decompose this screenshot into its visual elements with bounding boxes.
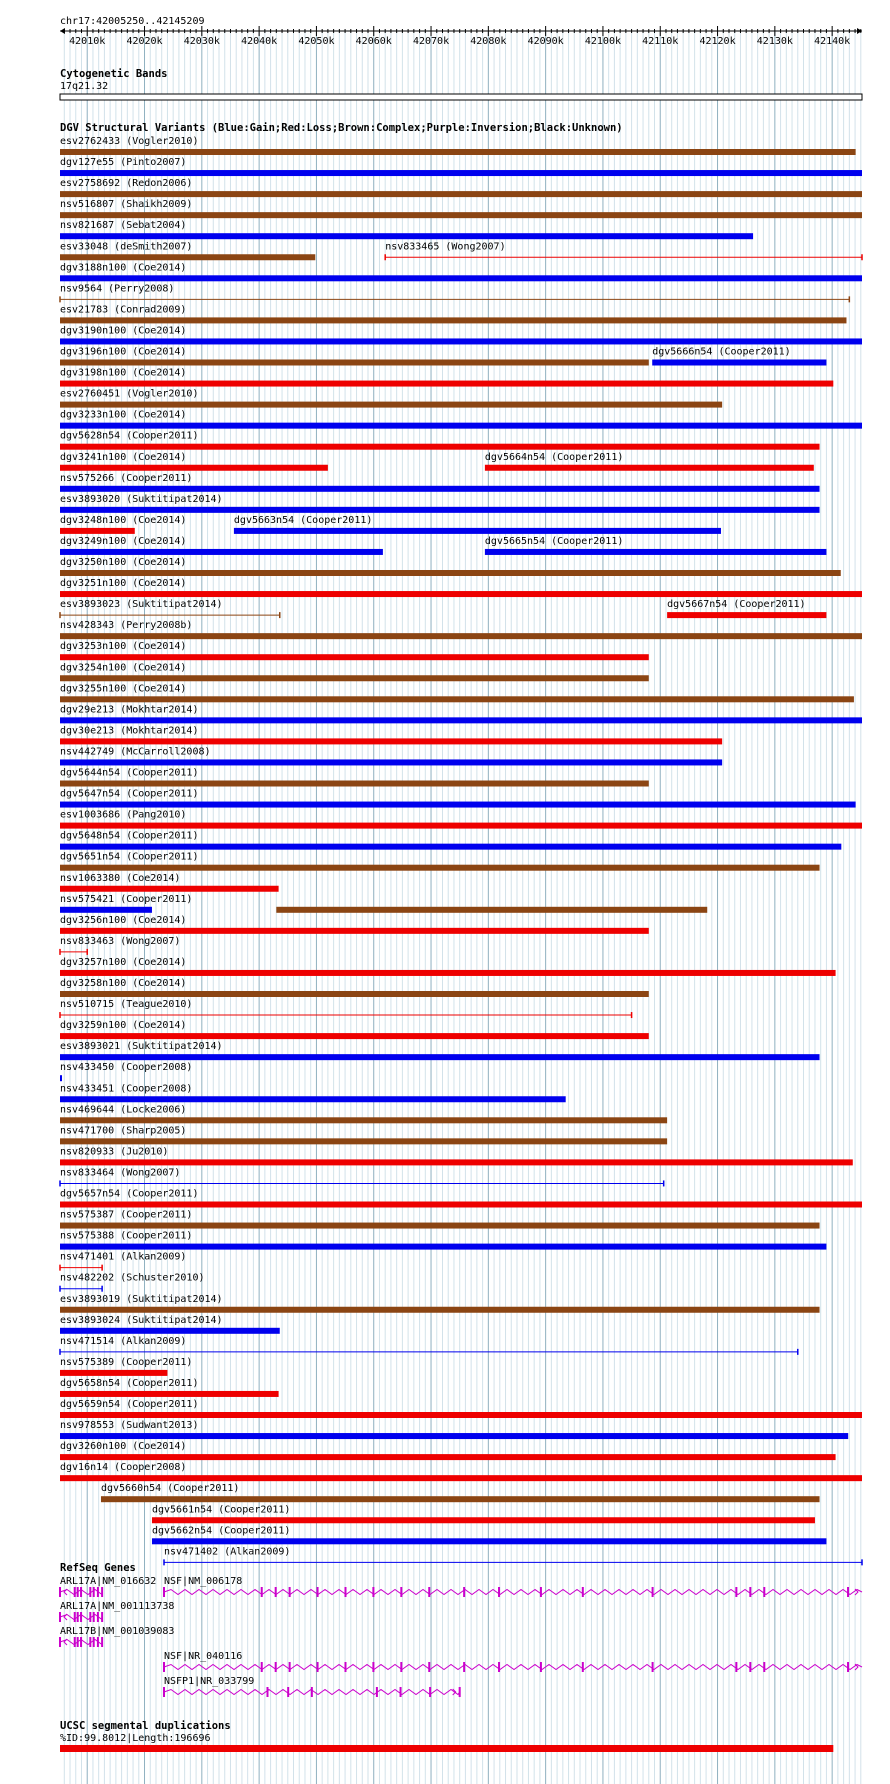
dgv-variant-bar	[60, 633, 862, 639]
transcript-exon	[97, 1587, 99, 1597]
dgv-variant[interactable]	[60, 936, 180, 955]
dgv-variant-label: dgv3257n100 (Coe2014)	[60, 956, 187, 968]
transcript-exon	[459, 1687, 461, 1697]
dgv-variant-label: esv3893024 (Suktitipat2014)	[60, 1314, 223, 1326]
transcript-exon	[77, 1587, 79, 1597]
dgv-variant-bar	[60, 212, 862, 218]
dgv-variant-label: nsv575388 (Cooper2011)	[60, 1230, 193, 1242]
dgv-variant[interactable]	[234, 515, 721, 534]
dgv-variant[interactable]	[60, 662, 649, 681]
transcript-exon	[275, 1587, 277, 1597]
dgv-variant[interactable]	[60, 1020, 649, 1039]
dgv-variant-bar	[60, 1391, 279, 1397]
dgv-variant-label: esv1003686 (Pang2010)	[60, 809, 187, 821]
transcript-exon	[89, 1587, 91, 1597]
dgv-variant[interactable]	[60, 136, 856, 155]
refseq-transcript[interactable]	[59, 1576, 156, 1597]
dgv-variant[interactable]	[485, 452, 814, 471]
ruler-tick-label: 42080k	[470, 36, 507, 47]
dgv-variant-bar	[60, 823, 862, 829]
dgv-variant-bar	[60, 338, 862, 344]
dgv-variant[interactable]	[652, 347, 826, 366]
transcript-exon	[93, 1637, 95, 1647]
dgv-variant-bar	[60, 254, 315, 260]
dgv-variant-bar	[60, 781, 649, 787]
dgv-variant-label: nsv471700 (Sharp2005)	[60, 1125, 187, 1137]
transcript-exon	[163, 1587, 165, 1597]
dgv-variant-bar	[60, 275, 862, 281]
dgv-variant-label: dgv3249n100 (Coe2014)	[60, 535, 187, 547]
dgv-variant-bar	[60, 717, 862, 723]
dgv-variant[interactable]	[60, 578, 862, 597]
dgv-variant-bar	[60, 591, 862, 597]
dgv-variant-label: esv33048 (deSmith2007)	[60, 241, 193, 253]
transcript-exon	[59, 1612, 61, 1622]
dgv-variant-bar	[60, 1328, 280, 1334]
transcript-exon	[74, 1587, 76, 1597]
dgv-variant-bar	[60, 1138, 667, 1144]
dgv-variant-bar	[60, 549, 383, 555]
dgv-variant-bar	[60, 886, 279, 892]
refseq-transcript[interactable]	[163, 1676, 461, 1697]
dgv-variant-bar	[60, 1159, 853, 1165]
dgv-variant-label: nsv833465 (Wong2007)	[385, 241, 506, 253]
transcript-exon	[847, 1662, 849, 1672]
ruler-tick-label: 42110k	[642, 36, 679, 47]
transcript-exon	[847, 1587, 849, 1597]
dgv-variant-label: nsv575389 (Cooper2011)	[60, 1356, 193, 1368]
transcript-exon	[97, 1612, 99, 1622]
dgv-variant-label: dgv5661n54 (Cooper2011)	[151, 1504, 291, 1516]
dgv-variant[interactable]	[60, 410, 862, 429]
transcript-label: NSFP1|NR_033799	[164, 1676, 255, 1687]
transcript-exon	[101, 1612, 103, 1622]
transcript-exon	[275, 1662, 277, 1672]
dgv-variant-label: nsv575266 (Cooper2011)	[60, 472, 193, 484]
dgv-variant[interactable]	[60, 873, 279, 892]
ruler-tick-label: 42030k	[183, 36, 220, 47]
dgv-variant-bar	[60, 1096, 566, 1102]
dgv-variant-bar	[60, 1033, 649, 1039]
dgv-variant[interactable]	[60, 810, 862, 829]
dgv-variant-bar	[60, 844, 841, 850]
cytoband-track-title: Cytogenetic Bands	[60, 68, 168, 80]
dgv-variant-label: nsv1063380 (Coe2014)	[60, 872, 181, 884]
dgv-variant[interactable]	[152, 1525, 826, 1544]
transcript-exon	[266, 1687, 268, 1697]
dgv-variant[interactable]	[60, 1083, 566, 1102]
dgv-variant-label: dgv3198n100 (Coe2014)	[60, 367, 187, 379]
dgv-variant-label: nsv9564 (Perry2008)	[60, 283, 175, 295]
refseq-track	[59, 1576, 862, 1697]
dgv-variant-bar	[60, 1370, 167, 1376]
transcript-exon	[77, 1612, 79, 1622]
transcript-exon	[261, 1587, 263, 1597]
transcript-exon	[400, 1662, 402, 1672]
transcript-exon	[749, 1587, 751, 1597]
dgv-variant-bar	[60, 991, 649, 997]
dgv-variant[interactable]	[60, 789, 856, 808]
dgv-variant-label: nsv516807 (Shaikh2009)	[60, 199, 193, 211]
transcript-exon	[463, 1662, 465, 1672]
transcript-exon	[89, 1612, 91, 1622]
dgv-variant[interactable]	[276, 907, 707, 913]
dgv-variant-label: dgv3260n100 (Coe2014)	[60, 1441, 187, 1453]
dgv-variant-label: nsv575421 (Cooper2011)	[60, 893, 193, 905]
ruler	[60, 26, 862, 47]
dgv-variant-bar	[667, 612, 826, 618]
dgv-variant-bar	[152, 1517, 815, 1523]
ruler-tick-label: 42090k	[527, 36, 564, 47]
dgv-variant[interactable]	[60, 262, 862, 281]
dgv-variant[interactable]	[60, 599, 280, 618]
dgv-variant[interactable]	[60, 1378, 279, 1397]
dgv-variant-label: esv2758692 (Redon2006)	[60, 178, 193, 190]
dgv-variant-label: dgv3255n100 (Coe2014)	[60, 683, 187, 695]
dgv-variant-bar	[652, 360, 826, 366]
cytoband-bar	[60, 94, 862, 100]
transcript-label: NSF|NR_040116	[164, 1651, 243, 1662]
dgv-variant-label: esv3893023 (Suktitipat2014)	[60, 599, 223, 611]
dgv-variant-bar	[60, 802, 856, 808]
dgv-variant-bar	[60, 1075, 62, 1081]
transcript-exon	[400, 1687, 402, 1697]
transcript-exon	[317, 1662, 319, 1672]
dgv-variant-bar	[60, 1412, 862, 1418]
dgv-variant-label: nsv482202 (Schuster2010)	[60, 1272, 205, 1284]
dgv-variant-label: esv2760451 (Vogler2010)	[60, 388, 199, 400]
transcript-exon	[163, 1662, 165, 1672]
dgv-variant-label: dgv3190n100 (Coe2014)	[60, 325, 187, 337]
dgv-variant-label: dgv3258n100 (Coe2014)	[60, 978, 187, 989]
dgv-variant-label: dgv5644n54 (Cooper2011)	[60, 767, 199, 779]
dgv-variant-bar	[60, 928, 649, 934]
transcript-exon	[344, 1587, 346, 1597]
transcript-exon	[735, 1587, 737, 1597]
dgv-variant[interactable]	[152, 1504, 815, 1523]
dgv-variant-label: dgv5667n54 (Cooper2011)	[667, 599, 806, 611]
transcript-exon	[74, 1612, 76, 1622]
dgv-variant-label: dgv3251n100 (Coe2014)	[60, 578, 187, 590]
segdup-track-title: UCSC segmental duplications	[60, 1720, 231, 1732]
transcript-exon	[287, 1687, 289, 1697]
dgv-variant-bar	[60, 1307, 820, 1313]
transcript-exon	[163, 1687, 165, 1697]
dgv-variant-bar	[60, 970, 836, 976]
dgv-variant-bar	[60, 1054, 820, 1060]
transcript-label: NSF|NM_006178	[164, 1576, 243, 1587]
dgv-variant-label: dgv29e213 (Mokhtar2014)	[60, 704, 199, 716]
transcript-exon	[582, 1662, 584, 1672]
dgv-variant-label: esv21783 (Conrad2009)	[60, 304, 187, 316]
dgv-variant-label: nsv821687 (Sebat2004)	[60, 220, 187, 232]
dgv-variant-label: dgv3248n100 (Coe2014)	[60, 514, 187, 526]
transcript-label: ARL17A|NM_001113738	[60, 1601, 175, 1612]
dgv-variant-label: dgv3254n100 (Coe2014)	[60, 662, 187, 674]
transcript-exon	[74, 1637, 76, 1647]
ruler-tick-label: 42140k	[814, 36, 851, 47]
transcript-exon	[289, 1662, 291, 1672]
dgv-variant-bar	[60, 1223, 820, 1229]
dgv-variant-label: dgv3188n100 (Coe2014)	[60, 262, 187, 274]
dgv-variant-bar	[60, 149, 856, 155]
dgv-track	[60, 136, 862, 1565]
dgv-variant-label: dgv5663n54 (Cooper2011)	[233, 514, 373, 526]
dgv-variant-bar	[60, 507, 820, 513]
dgv-variant[interactable]	[60, 978, 649, 997]
dgv-variant[interactable]	[60, 241, 315, 260]
transcript-exon	[763, 1662, 765, 1672]
dgv-variant-bar	[60, 1475, 862, 1481]
dgv-variant-label: dgv5658n54 (Cooper2011)	[60, 1377, 199, 1389]
dgv-variant[interactable]	[60, 1104, 667, 1123]
dgv-variant-label: esv3893020 (Suktitipat2014)	[60, 493, 223, 505]
dgv-variant-bar	[60, 423, 862, 429]
dgv-variant[interactable]	[60, 157, 862, 176]
transcript-exon	[317, 1587, 319, 1597]
transcript-exon	[80, 1587, 82, 1597]
dgv-variant[interactable]	[60, 915, 649, 934]
dgv-variant-bar	[60, 865, 820, 871]
dgv-variant-label: dgv5664n54 (Cooper2011)	[484, 451, 624, 463]
transcript-exon	[80, 1637, 82, 1647]
dgv-variant[interactable]	[60, 199, 862, 218]
dgv-variant-bar	[60, 465, 328, 471]
transcript-exon	[463, 1587, 465, 1597]
dgv-variant-label: dgv5647n54 (Cooper2011)	[60, 788, 199, 800]
dgv-variant-bar	[60, 675, 649, 681]
dgv-variant-label: dgv16n14 (Cooper2008)	[60, 1462, 187, 1474]
dgv-variant-bar	[276, 907, 707, 913]
dgv-variant[interactable]	[60, 1462, 862, 1481]
transcript-exon	[763, 1587, 765, 1597]
segdup-label: %ID:99.8012|Length:196696	[60, 1733, 211, 1744]
dgv-variant-label: nsv471402 (Alkan2009)	[164, 1546, 291, 1558]
ruler-tick-label: 42100k	[584, 36, 622, 47]
dgv-variant[interactable]	[60, 1315, 280, 1334]
dgv-variant-label: nsv442749 (McCarroll2008)	[60, 746, 211, 758]
dgv-variant-bar	[60, 360, 649, 366]
transcript-exon	[428, 1587, 430, 1597]
ruler-tick-label: 42120k	[699, 36, 736, 47]
dgv-variant-label: dgv5662n54 (Cooper2011)	[151, 1525, 291, 1537]
dgv-variant[interactable]	[60, 894, 192, 913]
dgv-variant-bar	[60, 317, 846, 323]
dgv-variant-label: dgv5628n54 (Cooper2011)	[60, 430, 199, 442]
dgv-variant-bar	[60, 233, 753, 239]
dgv-variant-bar	[60, 1244, 826, 1250]
dgv-variant-label: nsv428343 (Perry2008b)	[60, 620, 193, 632]
transcript-exon	[101, 1587, 103, 1597]
dgv-variant-label: esv3893021 (Suktitipat2014)	[60, 1041, 223, 1053]
refseq-transcript[interactable]	[59, 1601, 174, 1622]
transcript-exon	[77, 1637, 79, 1647]
dgv-variant-label: esv3893019 (Suktitipat2014)	[60, 1293, 223, 1305]
transcript-exon	[93, 1612, 95, 1622]
transcript-exon	[80, 1612, 82, 1622]
dgv-variant[interactable]	[60, 1399, 862, 1418]
dgv-variant[interactable]	[60, 620, 862, 639]
dgv-variant-bar	[60, 738, 722, 744]
transcript-exon	[372, 1587, 374, 1597]
transcript-exon	[735, 1662, 737, 1672]
segdup-feature[interactable]	[60, 1745, 833, 1752]
ruler-tick-label: 42010k	[69, 36, 106, 47]
transcript-exon	[372, 1662, 374, 1672]
ruler-tick-label: 42020k	[126, 36, 163, 47]
transcript-exon	[749, 1662, 751, 1672]
dgv-variant-label: nsv510715 (Teague2010)	[60, 999, 193, 1011]
dgv-variant-bar	[152, 1538, 826, 1544]
dgv-variant-label: dgv30e213 (Mokhtar2014)	[60, 725, 199, 737]
transcript-exon	[344, 1662, 346, 1672]
dgv-variant[interactable]	[60, 1357, 192, 1376]
dgv-variant-label: dgv127e55 (Pinto2007)	[60, 157, 187, 169]
transcript-label: ARL17B|NM_001039083	[60, 1626, 175, 1637]
transcript-exon	[540, 1662, 542, 1672]
dgv-variant[interactable]	[60, 1273, 205, 1292]
dgv-variant-bar	[60, 381, 833, 387]
transcript-exon	[376, 1687, 378, 1697]
dgv-variant-label: nsv820933 (Ju2010)	[60, 1146, 169, 1158]
dgv-variant[interactable]	[60, 178, 862, 197]
dgv-variant[interactable]	[60, 1125, 667, 1144]
dgv-variant-bar	[234, 528, 721, 534]
dgv-variant-bar	[60, 486, 820, 492]
dgv-variant-label: dgv5660n54 (Cooper2011)	[100, 1483, 240, 1495]
transcript-exon	[93, 1587, 95, 1597]
dgv-track-title: DGV Structural Variants (Blue:Gain;Red:Loss;Brown:Complex;Purple:Inversion;Black:Unknown)	[60, 122, 623, 134]
transcript-exon	[59, 1587, 61, 1597]
transcript-exon	[400, 1587, 402, 1597]
dgv-variant[interactable]	[385, 241, 862, 260]
dgv-variant-bar	[60, 570, 841, 576]
dgv-variant[interactable]	[60, 304, 846, 323]
transcript-exon	[101, 1637, 103, 1647]
ruler-tick-label: 42040k	[241, 36, 278, 47]
dgv-variant-label: dgv5651n54 (Cooper2011)	[60, 851, 199, 863]
dgv-variant-bar	[485, 465, 814, 471]
dgv-variant-label: nsv575387 (Cooper2011)	[60, 1209, 193, 1221]
dgv-variant[interactable]	[60, 768, 649, 787]
dgv-variant[interactable]	[60, 704, 862, 723]
transcript-exon	[498, 1587, 500, 1597]
transcript-exon	[652, 1662, 654, 1672]
dgv-variant-bar	[60, 907, 152, 913]
refseq-transcript[interactable]	[163, 1576, 862, 1597]
dgv-variant[interactable]	[60, 1189, 862, 1208]
dgv-variant-label: nsv833464 (Wong2007)	[60, 1167, 181, 1179]
ruler-tick-label: 42050k	[298, 36, 335, 47]
dgv-variant-label: nsv978553 (Sudwant2013)	[60, 1420, 199, 1432]
dgv-variant-bar	[60, 1433, 848, 1439]
refseq-transcript[interactable]	[163, 1651, 862, 1672]
dgv-variant-bar	[60, 1202, 862, 1208]
transcript-exon	[540, 1587, 542, 1597]
dgv-variant-label: nsv469644 (Locke2006)	[60, 1104, 187, 1116]
dgv-variant[interactable]	[60, 283, 849, 302]
dgv-variant-bar	[60, 759, 722, 765]
dgv-variant-label: dgv3196n100 (Coe2014)	[60, 346, 187, 358]
ruler-tick-label: 42070k	[412, 36, 450, 47]
transcript-exon	[652, 1587, 654, 1597]
transcript-exon	[498, 1662, 500, 1672]
dgv-variant-bar	[60, 402, 722, 408]
transcript-exon	[59, 1637, 61, 1647]
dgv-variant[interactable]	[60, 325, 862, 344]
dgv-variant-label: dgv5665n54 (Cooper2011)	[484, 535, 624, 547]
dgv-variant-label: dgv3250n100 (Coe2014)	[60, 557, 187, 568]
dgv-variant-label: dgv5659n54 (Cooper2011)	[60, 1399, 199, 1410]
transcript-exon	[429, 1687, 431, 1697]
dgv-variant-label: nsv471401 (Alkan2009)	[60, 1251, 187, 1263]
dgv-variant[interactable]	[60, 347, 649, 366]
dgv-variant-label: dgv3259n100 (Coe2014)	[60, 1020, 187, 1032]
transcript-exon	[261, 1662, 263, 1672]
dgv-variant-label: dgv5657n54 (Cooper2011)	[60, 1188, 199, 1200]
dgv-variant-bar	[60, 191, 862, 197]
dgv-variant-bar	[60, 654, 649, 660]
dgv-variant-label: dgv3253n100 (Coe2014)	[60, 641, 187, 653]
dgv-variant-label: nsv433450 (Cooper2008)	[60, 1062, 193, 1074]
refseq-track-title: RefSeq Genes	[60, 1562, 136, 1574]
dgv-variant-bar	[60, 1454, 836, 1460]
transcript-label: ARL17A|NM_016632	[60, 1576, 157, 1587]
refseq-transcript[interactable]	[59, 1626, 174, 1647]
dgv-variant-label: nsv433451 (Cooper2008)	[60, 1083, 193, 1095]
dgv-variant-label: dgv3241n100 (Coe2014)	[60, 451, 187, 463]
dgv-variant-bar	[60, 528, 135, 534]
dgv-variant-bar	[60, 1117, 667, 1123]
dgv-variant[interactable]	[60, 831, 841, 850]
dgv-variant-label: dgv5666n54 (Cooper2011)	[652, 346, 791, 358]
dgv-variant-label: dgv3233n100 (Coe2014)	[60, 409, 187, 421]
transcript-exon	[289, 1587, 291, 1597]
transcript-exon	[89, 1637, 91, 1647]
dgv-variant-label: nsv833463 (Wong2007)	[60, 935, 181, 947]
transcript-exon	[428, 1662, 430, 1672]
dgv-variant[interactable]	[60, 536, 383, 555]
dgv-variant-bar	[485, 549, 827, 555]
dgv-variant-label: dgv5648n54 (Cooper2011)	[60, 830, 199, 842]
dgv-variant[interactable]	[60, 641, 649, 660]
ruler-tick-label: 42130k	[756, 36, 793, 47]
dgv-variant-label: nsv471514 (Alkan2009)	[60, 1335, 187, 1347]
ruler-tick-label: 42060k	[355, 36, 392, 47]
dgv-variant[interactable]	[667, 599, 826, 618]
dgv-variant-bar	[60, 444, 820, 450]
location-label: chr17:42005250..42145209	[60, 16, 205, 27]
transcript-exon	[97, 1637, 99, 1647]
dgv-variant-bar	[60, 170, 862, 176]
cytoband-label: 17q21.32	[60, 81, 109, 92]
dgv-variant-label: esv2762433 (Vogler2010)	[60, 136, 199, 147]
transcript-exon	[311, 1687, 313, 1697]
dgv-variant[interactable]	[60, 1062, 192, 1081]
dgv-variant-bar	[60, 696, 854, 702]
transcript-exon	[582, 1587, 584, 1597]
dgv-variant-label: dgv3256n100 (Coe2014)	[60, 914, 187, 926]
dgv-variant-bar	[101, 1496, 820, 1502]
dgv-variant[interactable]	[60, 1336, 798, 1355]
